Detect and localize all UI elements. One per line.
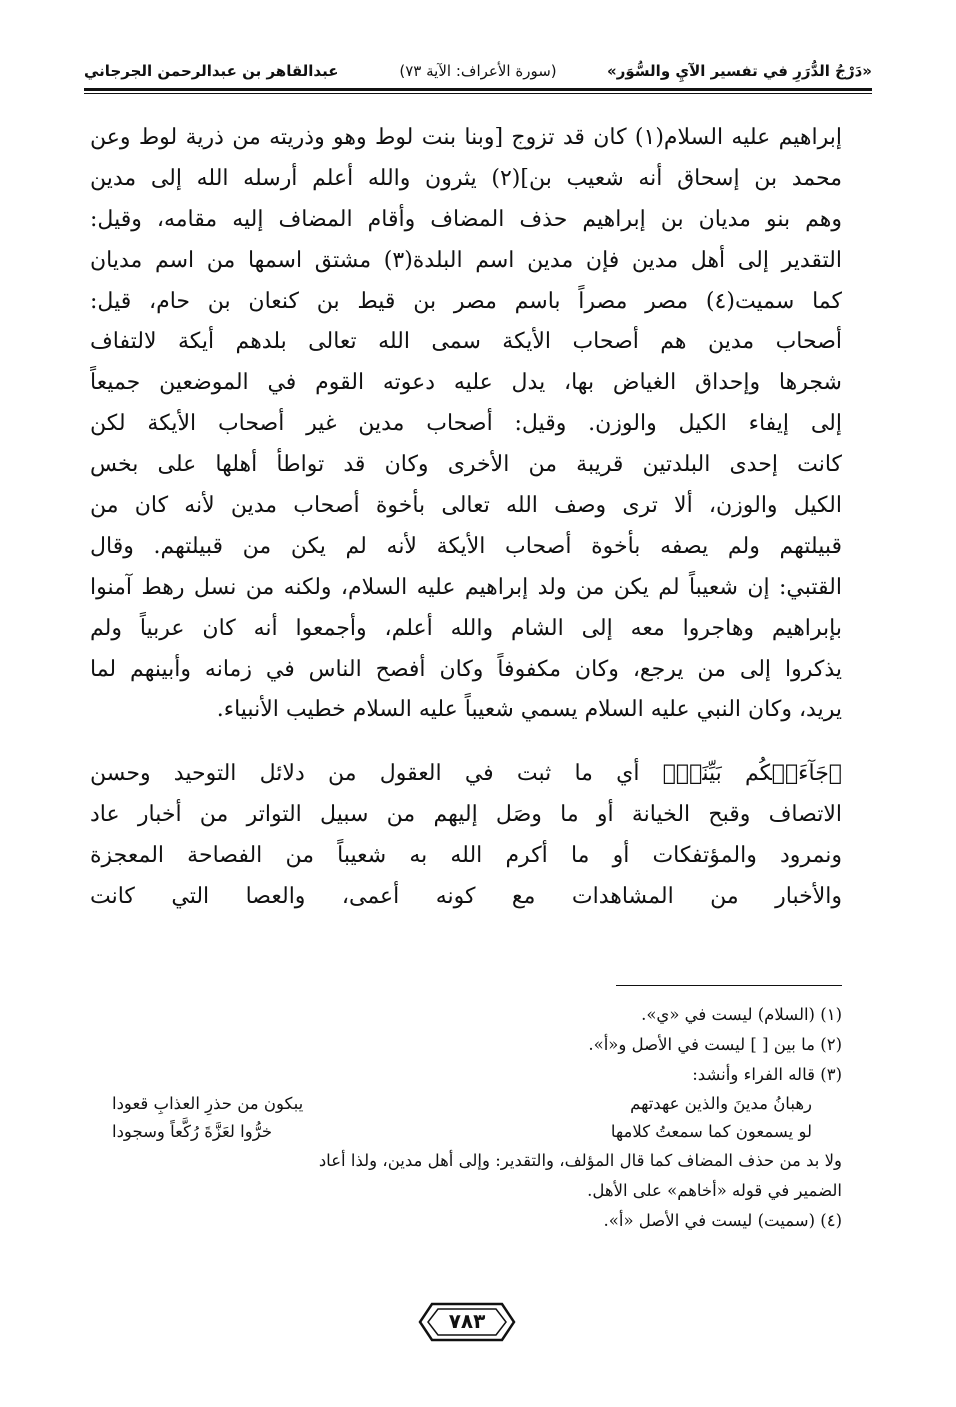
footnote-3-continuation: ولا بد من حذف المضاف كما قال المؤلف، والتقدير: وإلى أهل مدين، ولذا أعاد (318, 1151, 842, 1170)
poetry-verse-1 (112, 1090, 812, 1118)
page-number: ٧٨٣ (448, 1309, 486, 1333)
header-rule-thin (84, 93, 872, 94)
text-line: الكيل والوزن، ألا ترى وصف الله تعالى بأخوة أصحاب مدين لأنه كان من (90, 493, 842, 519)
footnote-3: (٣) قاله الفراء وأنشد: (692, 1065, 842, 1084)
header-rule-thick (84, 88, 872, 91)
footnotes (90, 1000, 842, 1236)
author-name: عبدالقاهر بن عبدالرحمن الجرجاني (84, 62, 339, 80)
text-line: التقدير إلى أهل مدين فإن مدين اسم البلدة(٣) مشتق اسمها من اسم مديان (90, 247, 842, 273)
text-line: يريد، وكان النبي عليه السلام يسمي شعيباً عليه السلام خطيب الأنبياء. (216, 697, 842, 723)
verse-hemistich-second: يبكون من حذرِ العذابِ قعودا (112, 1094, 304, 1113)
text-line: شجرها وإحداق الغياض بها، يدل عليه دعوته القوم في الموضعين جميعاً (90, 370, 842, 396)
footnote-separator (616, 985, 842, 986)
text-line: يذكروا إلى من يرجع، وكان مكفوفاً وكان أفصح الناس في زمانه وأبينهم لما (90, 656, 842, 682)
footnote-1: (١) (السلام) ليست في «ي». (641, 1005, 842, 1024)
verse-hemistich-first: رهبانُ مدينَ والذين عهدتهم (630, 1094, 812, 1113)
text-line: القتبي: إن شعيباً لم يكن من ولد إبراهيم عليه السلام، ولكنه من نسل رهط آمنوا (90, 574, 842, 600)
text-line: الاتصاف وقبح الخيانة أو ما وصَل إليهم من سبيل التواتر من أخبار عاد (90, 801, 842, 827)
text-line: أصحاب مدين هم أصحاب الأيكة سمى الله تعالى بلدهم أيكة لالتفاف (90, 329, 842, 355)
text-line: ونمرود والمؤتفكات أو ما أكرم الله به شعيباً من الفصاحة المعجزة (90, 842, 842, 868)
text-line: والأخبار من المشاهدات مع كونه أعمى، والعصا التي كانت (90, 883, 842, 909)
text-line: إلى إيفاء الكيل والوزن. وقيل: أصحاب مدين غير أصحاب الأيكة لكن (90, 411, 842, 437)
paragraph-2 (90, 754, 842, 918)
verse-hemistich-first: لو يسمعون كما سمعتُ كلامها (610, 1122, 812, 1141)
text-line: كما سميت(٤) مصر مصراً باسم مصر بن قيط بن كنعان بن حام، قيل: (90, 288, 842, 314)
text-line: قبيلتهم ولم يصفه بأخوة أصحاب الأيكة لأنه لم يكن من قبيلتهم. وقال (90, 533, 842, 559)
paragraph-1 (90, 118, 842, 731)
text-line: بإبراهيم وهاجروا معه إلى الشام والله أعلم، وأجمعوا أنه كان عربياً ولم (90, 615, 842, 641)
verse-hemistich-second: خرُّوا لعَزَّةَ رُكَّعاً وسجودا (112, 1122, 273, 1141)
poetry-verse-2 (112, 1118, 812, 1146)
text-line: ﴿جَآءَتۡكُم بَيِّنَةٞ﴾ أي ما ثبت في العقول من دلائل التوحيد وحسن (90, 761, 842, 786)
book-title: «دَرْجُ الدُّرَرِ في تفسير الآيِ والسُّوَر» (607, 62, 872, 80)
footnote-3-continuation-2: الضمير في قوله «أخاهم» على الأهل. (587, 1181, 842, 1200)
text-line: كانت إحدى البلدتين قريبة من الأخرى وكان قد تواطأ أهلها على بخس (90, 452, 842, 478)
text-line: محمد بن إسحاق أنه شعيب بن](٢) يثرون والله أعلم أرسله الله إلى مدين (90, 165, 842, 191)
page-number-ornament (418, 1300, 516, 1344)
running-header (84, 58, 872, 86)
text-line: إبراهيم عليه السلام(١) كان قد تزوج [وبنا بنت لوط وهو وذريته من ذرية لوط وعن (90, 125, 842, 150)
footnote-4: (٤) (سميت) ليست في الأصل «أ». (603, 1211, 842, 1230)
footnote-2: (٢) ما بين [ ] ليست في الأصل و«أ». (588, 1035, 842, 1054)
surah-reference: (سورة الأعراف: الآية ٧٣) (399, 62, 557, 80)
text-line: وهم بنو مديان بن إبراهيم حذف المضاف وأقام المضاف إليه مقامه، وقيل: (90, 206, 842, 232)
